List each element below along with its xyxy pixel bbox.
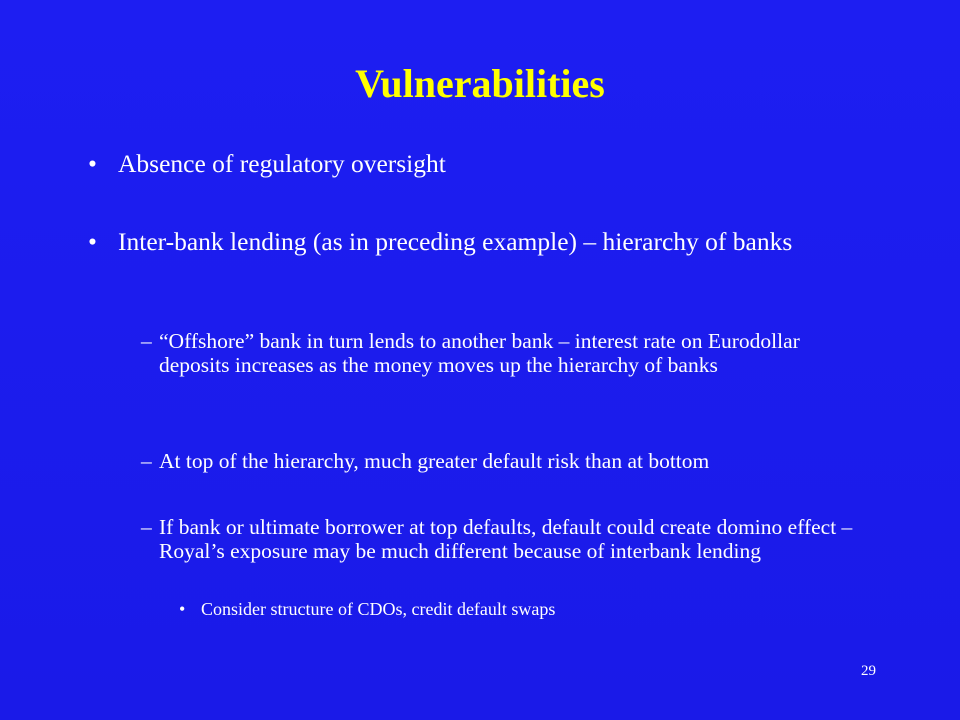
bullet-icon: • [179, 599, 186, 619]
sub-sub-bullet-item [179, 599, 879, 619]
sub-bullet-item [141, 449, 871, 473]
sub-bullet-item [141, 515, 871, 563]
dash-icon: – [141, 515, 152, 539]
sub-bullet-text: At top of the hierarchy, much greater default risk than at bottom [159, 449, 710, 473]
bullet-icon: • [88, 227, 97, 256]
page-number: 29 [861, 663, 876, 679]
bullet-icon: • [88, 149, 97, 178]
dash-icon: – [141, 449, 152, 473]
dash-icon: – [141, 329, 152, 353]
bullet-text: Absence of regulatory oversight [118, 149, 446, 178]
bullet-text: Inter-bank lending (as in preceding example) – hierarchy of banks [118, 227, 793, 256]
bullet-item [88, 149, 878, 178]
sub-bullet-text: If bank or ultimate borrower at top defaults, default could create domino effect – Royal’s exposure may be much different because of interbank lending [159, 515, 853, 563]
sub-bullet-item [141, 329, 871, 377]
slide-title: Vulnerabilities [355, 61, 605, 106]
sub-bullet-text: “Offshore” bank in turn lends to another bank – interest rate on Eurodollar deposits increases as the money moves up the hierarchy of banks [159, 329, 800, 377]
bullet-item [88, 227, 878, 256]
sub-sub-bullet-text: Consider structure of CDOs, credit default swaps [201, 599, 556, 619]
